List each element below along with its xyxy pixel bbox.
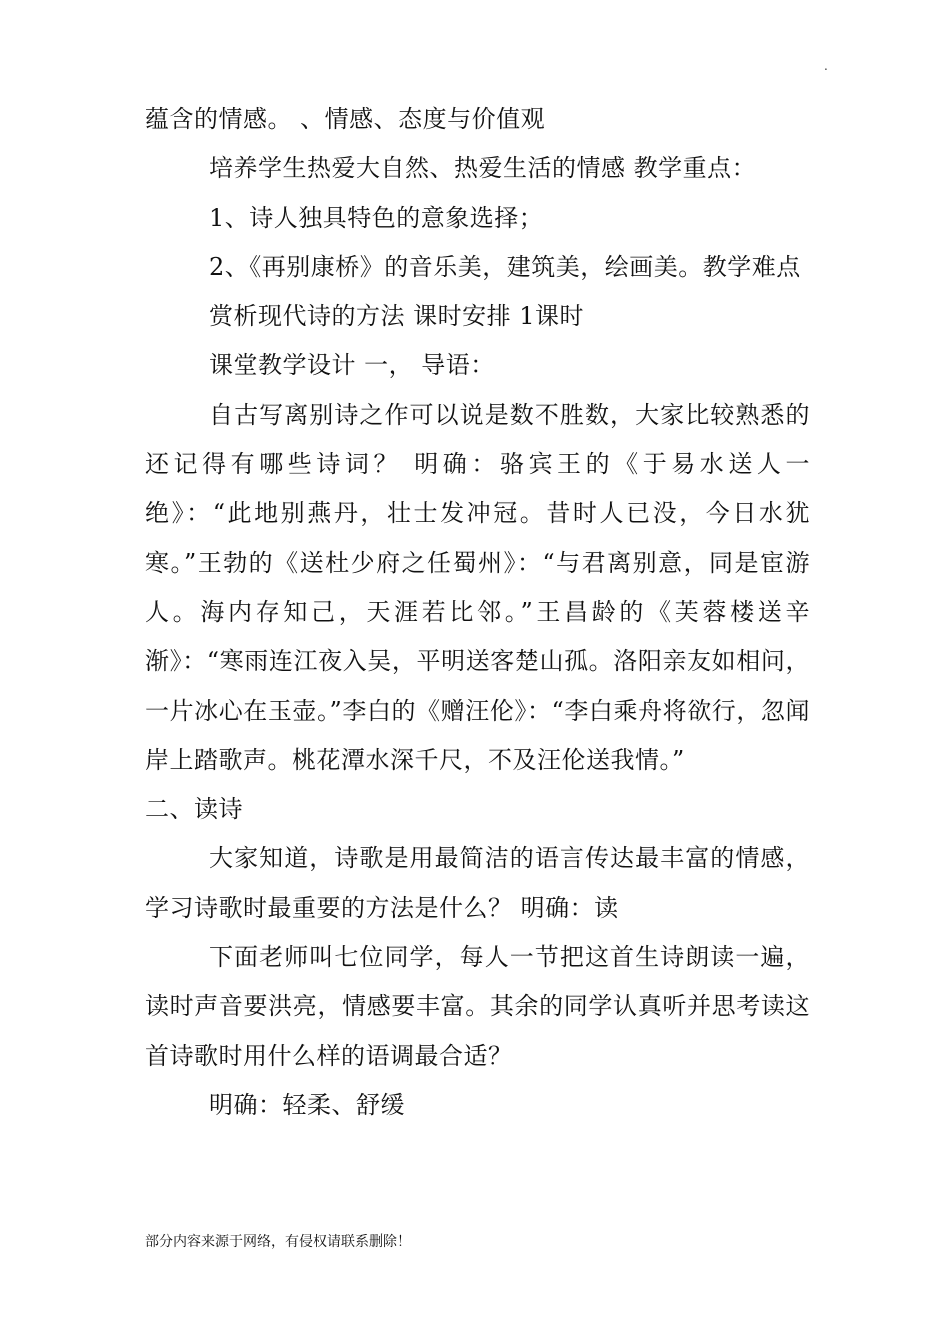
- paragraph-reading-method: 大家知道，诗歌是用最简洁的语言传达最丰富的情感，学习诗歌时最重要的方法是什么？ 明确：读: [145, 844, 810, 922]
- paragraph-read-aloud: 下面老师叫七位同学，每人一节把这首生诗朗读一遍，读时声音要洪亮，情感要丰富。其余的同学认真听并思考读这首诗歌时用什么样的语调最合适？: [145, 943, 810, 1070]
- paragraph-design-intro: 课堂教学设计 一， 导语：: [209, 351, 495, 380]
- paragraph-key-point-1: 1、诗人独具特色的意象选择；: [209, 203, 544, 232]
- paragraph-farewell-poems: 自古写离别诗之作可以说是数不胜数，大家比较熟悉的还记得有哪些诗词？ 明确：骆宾王的《于易水送人一绝》：“此地别燕丹，壮士发冲冠。昔时人已没，今日水犹寒。”王勃的《送杜少府之任蜀州》：“与君离别意，同是宦游人。海内存知己，天涯若比邻。”王昌龄的《芙蓉楼送辛渐》：“寒雨连江夜入吴，平明送客楚山孤。洛阳亲友如相问，一片冰心在玉壶。”李白的《赠汪伦》：“李白乘舟将欲行，忽闻岸上踏歌声。桃花潭水深千尺，不及汪伦送我情。”: [145, 400, 810, 774]
- paragraph-tone-answer: 明确：轻柔、舒缓: [209, 1090, 405, 1119]
- paragraph-schedule: 赏析现代诗的方法 课时安排 1课时: [209, 302, 585, 331]
- paragraph-intro-tail: 蕴含的情感。 、情感、态度与价值观: [145, 105, 546, 133]
- corner-mark: .: [824, 59, 828, 73]
- body-text: [145, 95, 810, 1130]
- paragraph-goal: 培养学生热爱大自然、热爱生活的情感 教学重点：: [209, 154, 757, 183]
- section-heading-read-poem: 二、读诗: [145, 795, 243, 824]
- paragraph-key-point-2: 2、《再别康桥》的音乐美，建筑美，绘画美。教学难点: [209, 252, 801, 281]
- footer-disclaimer: 部分内容来源于网络，有侵权请联系删除！: [145, 1234, 411, 1250]
